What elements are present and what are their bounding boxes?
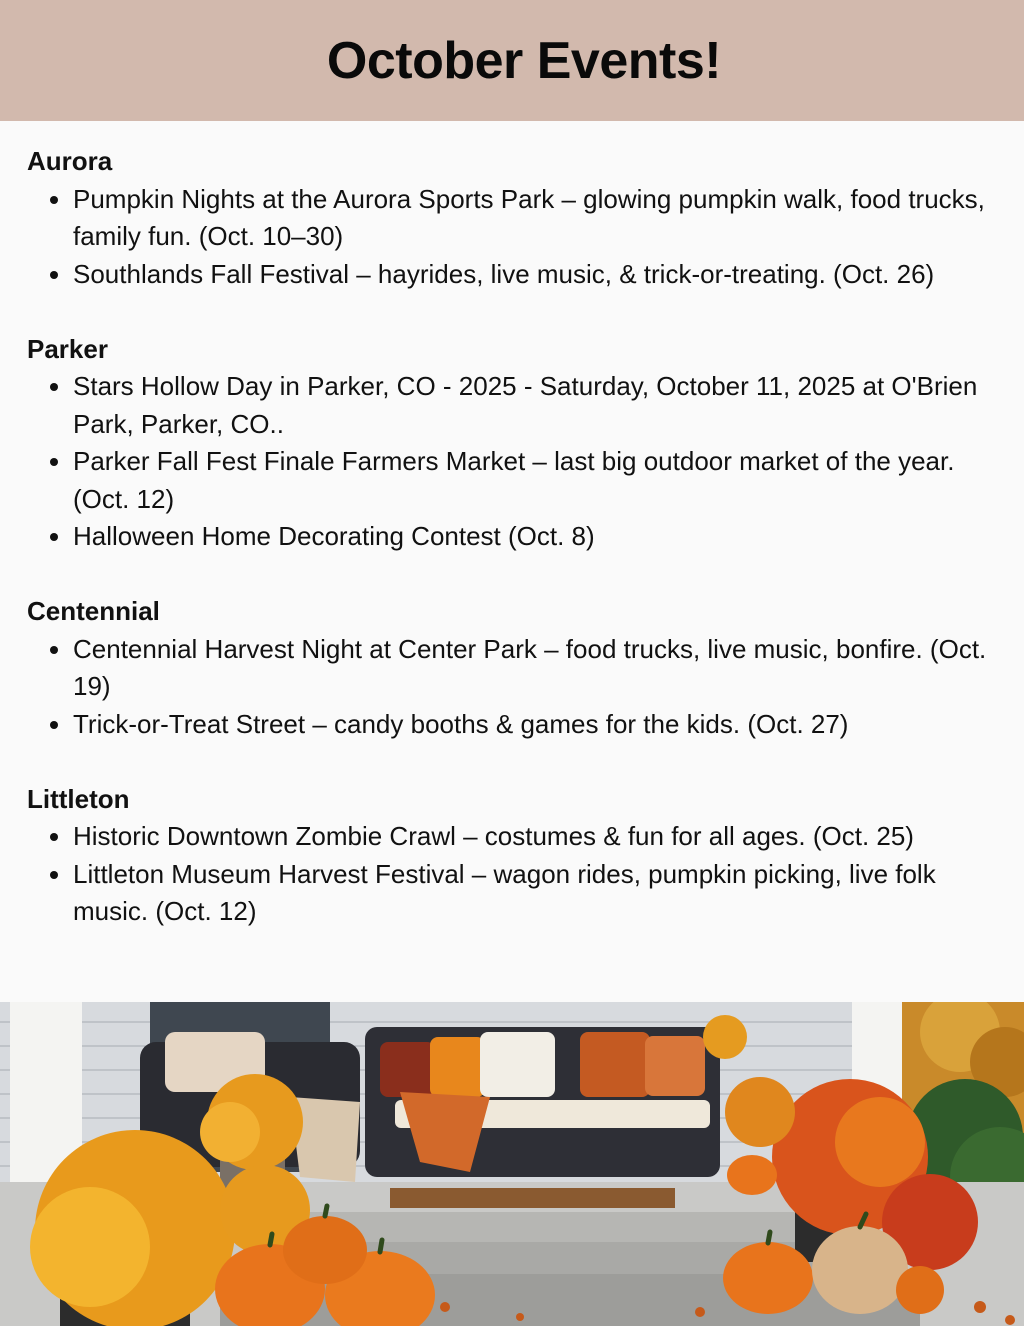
section-heading: Aurora [27,146,113,176]
event-list [27,818,1002,931]
event-item: • Littleton Museum Harvest Festival – wagon rides, pumpkin picking, live folk music. (Oct. 12) [73,856,1002,931]
events-list [27,143,1002,968]
autumn-porch-photo [0,1002,1024,1326]
event-item: • Halloween Home Decorating Contest (Oct. 8) [73,518,1002,556]
header-banner [0,0,1024,121]
section-centennial [27,593,1002,743]
section-heading: Parker [27,333,108,364]
porch-illustration [0,1002,1024,1326]
section-littleton [27,781,1002,931]
event-item: • Centennial Harvest Night at Center Park – food trucks, live music, bonfire. (Oct. 19) [73,631,1002,706]
section-heading: Centennial [27,596,160,626]
event-list [27,368,1002,556]
page-title: October Events! [326,31,722,90]
event-item: • Stars Hollow Day in Parker, CO - 2025 - Saturday, October 11, 2025 at O'Brien Park, Parker, CO.. [73,368,1002,443]
event-item: • Historic Downtown Zombie Crawl – costumes & fun for all ages. (Oct. 25) [73,818,1002,856]
section-heading: Littleton [27,783,130,814]
section-parker [27,331,1002,556]
event-item: • Trick-or-Treat Street – candy booths & games for the kids. (Oct. 27) [73,706,1002,744]
event-list [27,181,1002,294]
event-item: • Pumpkin Nights at the Aurora Sports Park – glowing pumpkin walk, food trucks, family fun. (Oct. 10–30) [73,181,1002,256]
event-list [27,631,1002,744]
event-item: • Parker Fall Fest Finale Farmers Market – last big outdoor market of the year. (Oct. 12) [73,443,1002,518]
section-aurora [27,143,1002,293]
event-item: • Southlands Fall Festival – hayrides, live music, & trick-or-treating. (Oct. 26) [73,256,1002,294]
